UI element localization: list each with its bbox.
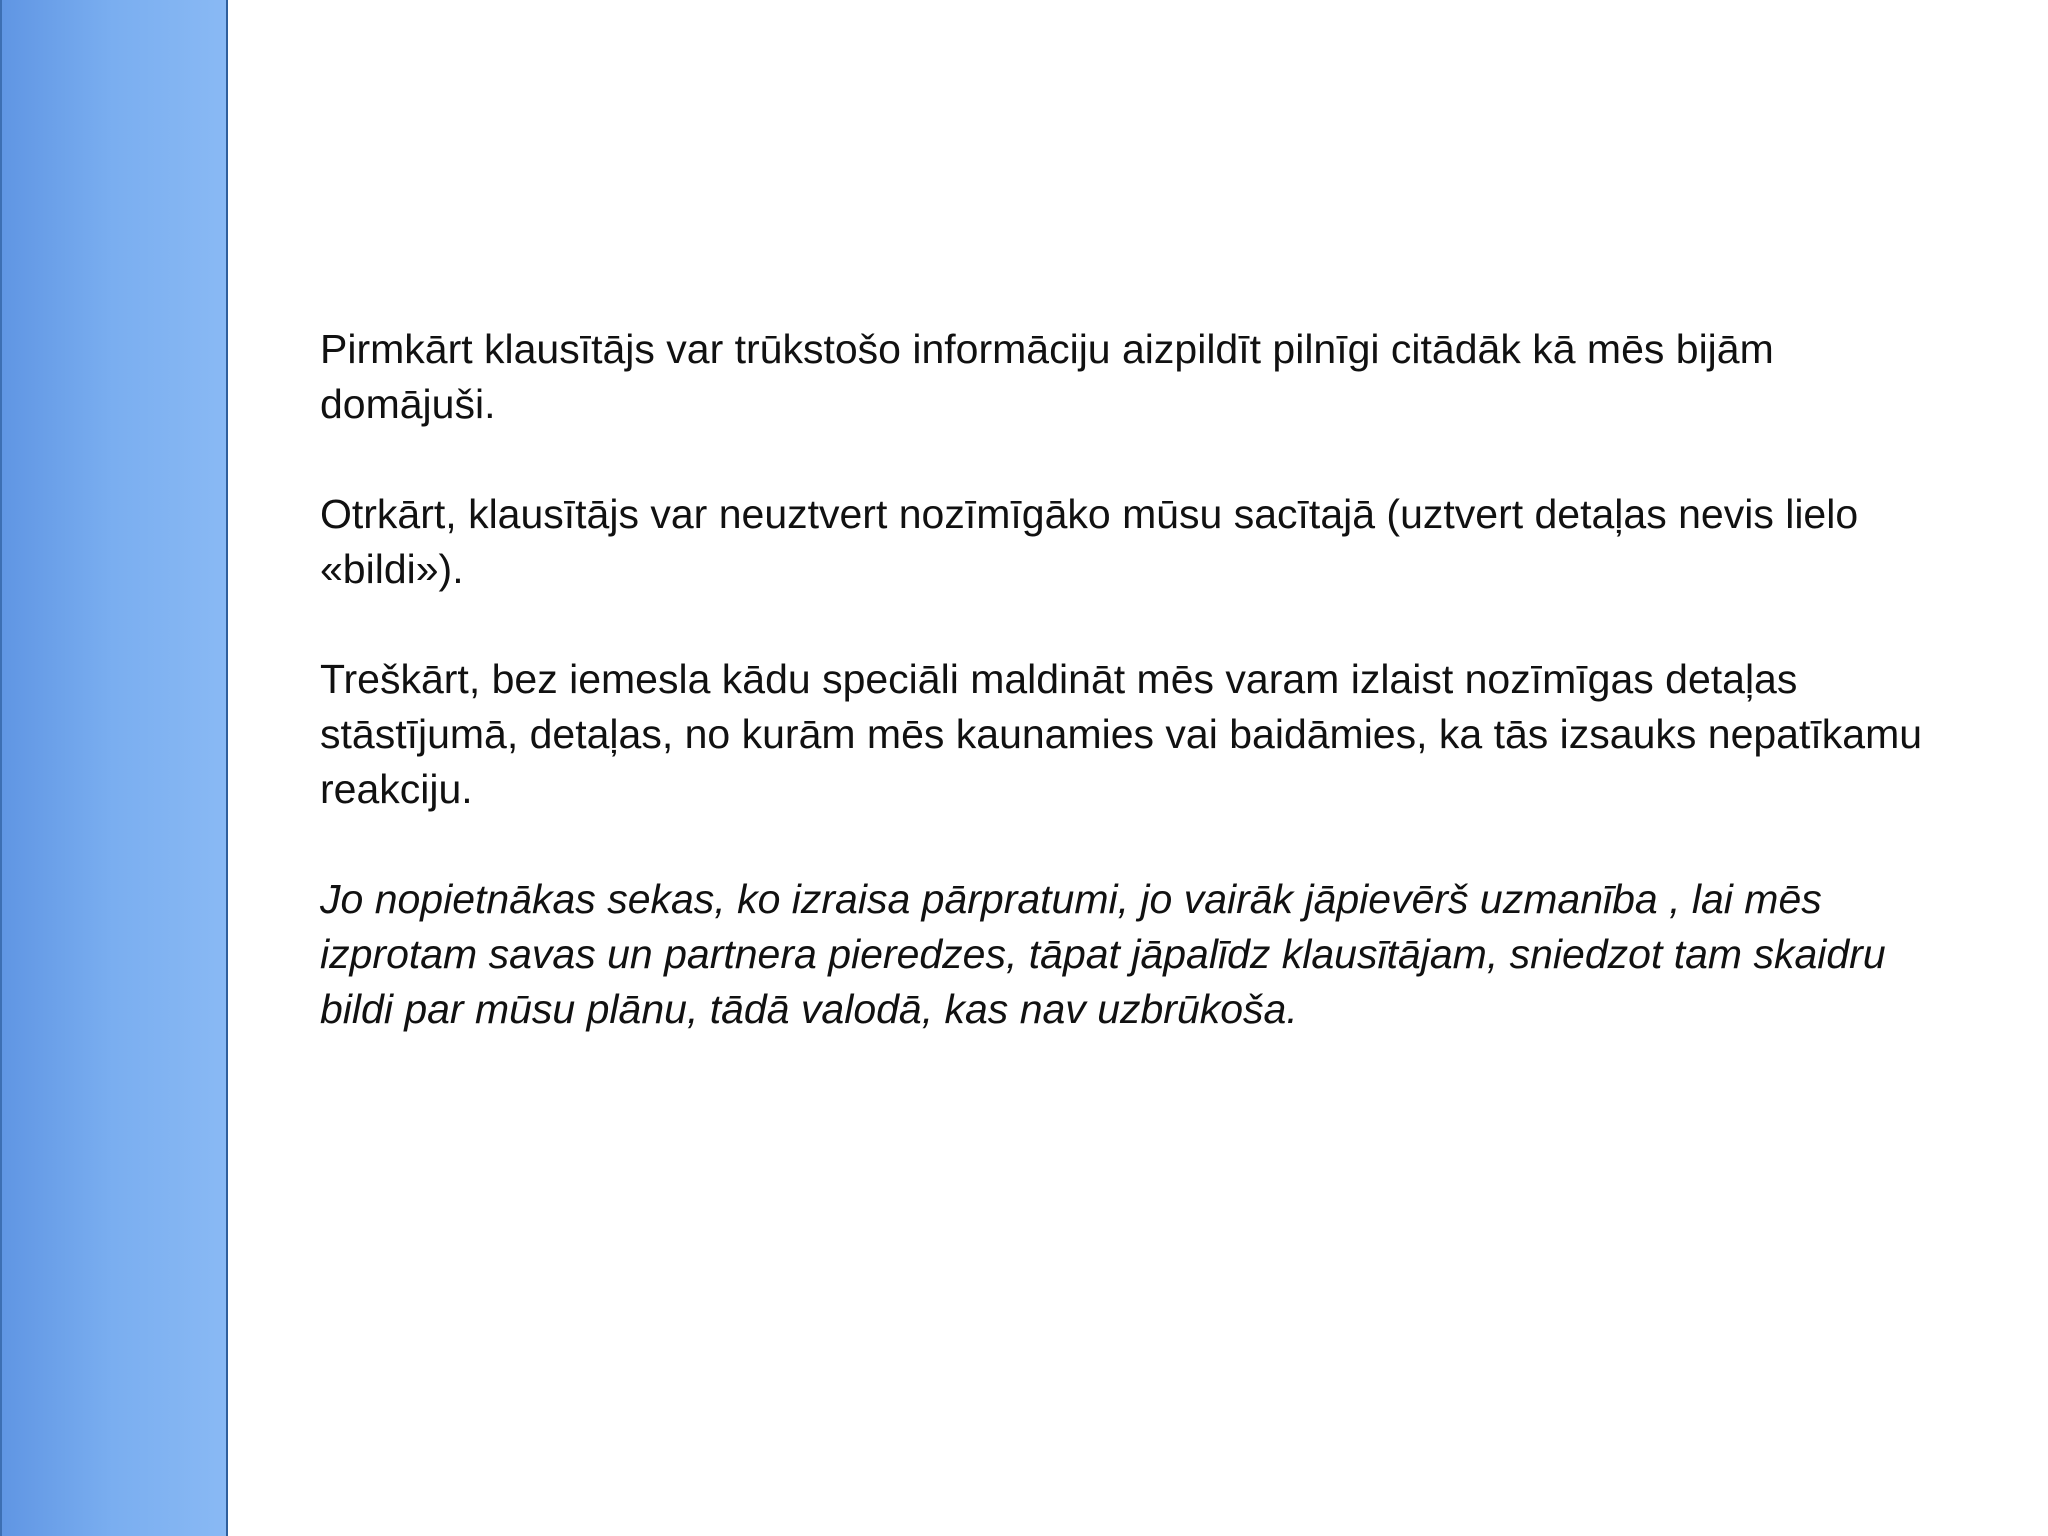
paragraph-conclusion: Jo nopietnākas sekas, ko izraisa pārpratumi, jo vairāk jāpievērš uzmanība , lai mēs izprotam savas un partnera pieredzes, tāpat jāpalīdz klausītājam, sniedzot tam skaidru bildi par mūsu plānu, tādā valodā, kas nav uzbrūkoša. (320, 876, 1886, 1032)
slide-text-body (320, 322, 1940, 1037)
paragraph-treskart: Treškārt, bez iemesla kādu speciāli maldināt mēs varam izlaist nozīmīgas detaļas stāstījumā, detaļas, no kurām mēs kaunamies vai baidāmies, ka tās izsauks nepatīkamu reakciju. (320, 656, 1923, 812)
blue-side-bar (0, 0, 228, 1536)
paragraph-otrkart: Otrkārt, klausītājs var neuztvert nozīmīgāko mūsu sacītajā (uztvert detaļas nevis lielo «bildi»). (320, 491, 1859, 592)
paragraph-pirmkart: Pirmkārt klausītājs var trūkstošo informāciju aizpildīt pilnīgi citādāk kā mēs bijām domājuši. (320, 326, 1774, 427)
